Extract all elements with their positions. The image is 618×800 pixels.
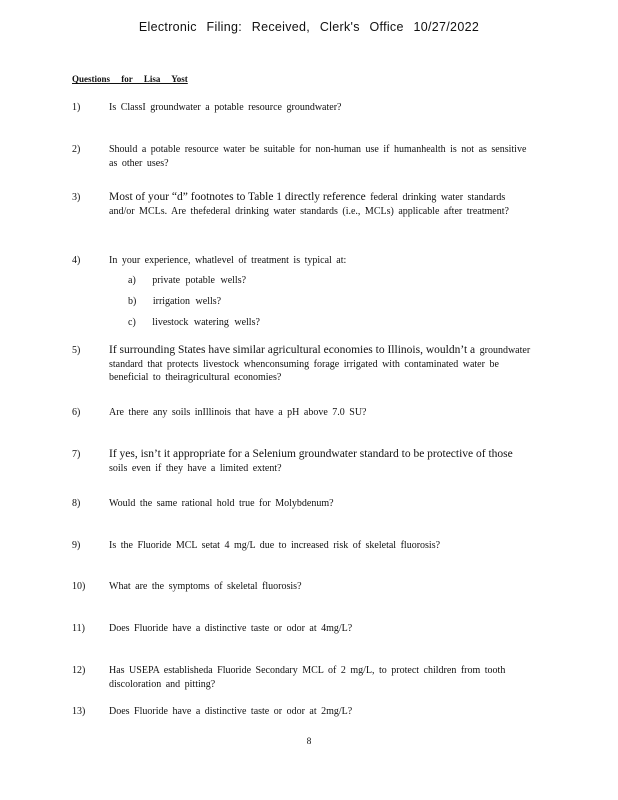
question-text: Does Fluoride have a distinctive taste or odor at 4mg/L? [109, 623, 353, 634]
sub-item-label: a) [128, 275, 136, 286]
question-number: 1) [72, 102, 81, 113]
sub-item-text: private potable wells? [152, 275, 247, 286]
question-item [72, 448, 542, 475]
sub-item-text: livestock watering wells? [152, 317, 260, 328]
question-text: soils even if they have a limited extent? [109, 462, 282, 474]
question-item [72, 539, 542, 553]
question-text: Should a potable resource water be suitable for non-human use if humanhealth is not as sensitive as other uses? [109, 144, 527, 169]
question-lead-text: Most of your “d” footnotes to Table 1 directly reference [109, 191, 366, 203]
question-item [72, 101, 542, 115]
question-number: 7) [72, 449, 81, 460]
sub-item-label: b) [128, 296, 137, 307]
question-number: 11) [72, 623, 85, 634]
question-text: federal drinking water standards and/or MCLs. Are thefederal drinking water standards (i.e., MCLs) applicable after treatment? [109, 192, 509, 217]
section-title: Questions for Lisa Yost [72, 74, 188, 84]
question-number: 2) [72, 144, 81, 155]
filing-stamp-header: Electronic Filing: Received, Clerk's Office 10/27/2022 [138, 20, 480, 34]
question-item [72, 580, 542, 594]
question-item [72, 254, 542, 268]
question-text: What are the symptoms of skeletal fluorosis? [109, 581, 302, 592]
question-item [72, 497, 542, 511]
sub-item [128, 316, 260, 329]
question-item [72, 705, 542, 719]
question-number: 5) [72, 345, 81, 356]
question-number: 13) [72, 706, 86, 717]
sub-item [128, 295, 221, 308]
question-number: 9) [72, 540, 81, 551]
question-text: In your experience, whatlevel of treatment is typical at: [109, 255, 347, 266]
question-text: Does Fluoride have a distinctive taste or odor at 2mg/L? [109, 706, 353, 717]
question-number: 10) [72, 581, 86, 592]
question-text: Is the Fluoride MCL setat 4 mg/L due to increased risk of skeletal fluorosis? [109, 540, 441, 551]
question-text: Are there any soils inIllinois that have a pH above 7.0 SU? [109, 407, 367, 418]
question-number: 12) [72, 665, 86, 676]
question-text: Would the same rational hold true for Molybdenum? [109, 498, 334, 509]
question-text: groundwater standard that protects livestock whenconsuming forage irrigated with contaminated water be beneficial to theiragricultural economies? [109, 345, 531, 383]
question-text: Has USEPA establisheda Fluoride Secondary MCL of 2 mg/L, to protect children from tooth discoloration and pitting? [109, 665, 506, 690]
question-lead-text: If yes, isn’t it appropriate for a Selenium groundwater standard to be protective of those [109, 448, 513, 460]
question-item [72, 406, 542, 420]
question-number: 6) [72, 407, 81, 418]
sub-item [128, 274, 246, 287]
question-item [72, 622, 542, 636]
sub-item-text: irrigation wells? [152, 296, 222, 307]
question-number: 3) [72, 192, 81, 203]
page-number: 8 [306, 737, 312, 747]
question-item [72, 664, 542, 691]
question-number: 8) [72, 498, 81, 509]
question-lead-text: If surrounding States have similar agricultural economies to Illinois, wouldn’t a [109, 344, 476, 356]
question-number: 4) [72, 255, 81, 266]
question-item [72, 344, 542, 385]
sub-item-label: c) [128, 317, 136, 328]
question-item [72, 191, 542, 218]
question-item [72, 143, 542, 170]
question-text: Is ClassI groundwater a potable resource groundwater? [109, 102, 342, 113]
